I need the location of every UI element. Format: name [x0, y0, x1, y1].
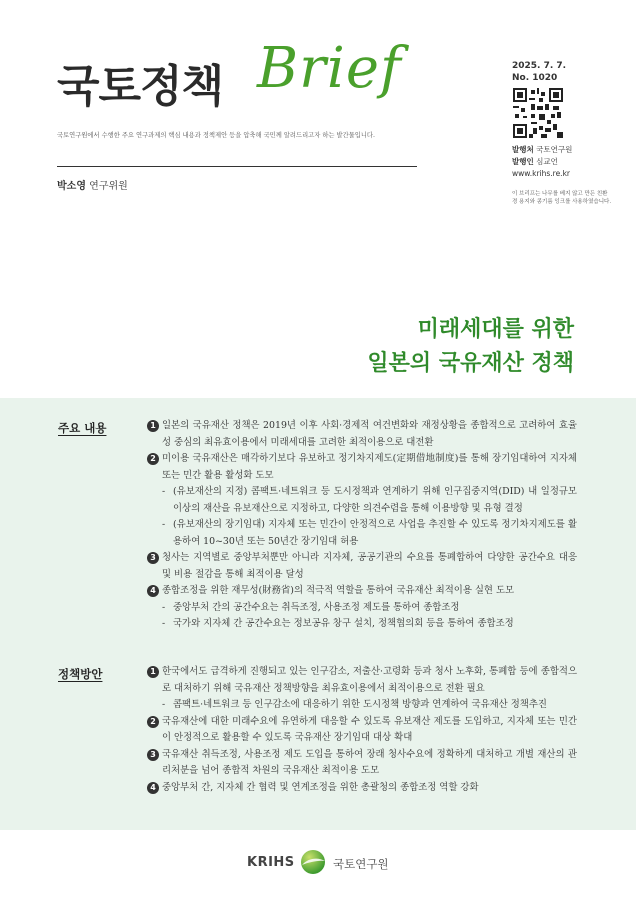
sub-item-text: (유보재산의 지정) 콤팩트·네트워크 등 도시정책과 연계하기 위해 인구집중지역(DID) 내 일정규모 이상의 재산을 유보재산으로 지정하고, 다양한 의견수렴을 통해 이용방향 및 유형 결정	[173, 486, 577, 514]
item-text: 중앙부처 간, 지자체 간 협력 및 연계조정을 위한 총괄청의 종합조정 역할 강화	[162, 781, 479, 793]
logo-wordmark-en: KRIHS	[247, 855, 295, 870]
summary-box	[0, 398, 636, 830]
issuer-label: 발행인	[512, 157, 534, 166]
dash-bullet: -	[162, 519, 166, 530]
dash-bullet: -	[162, 618, 166, 629]
publisher-name: 국토연구원	[536, 145, 573, 154]
qr-code-icon[interactable]	[513, 88, 563, 138]
author-role: 연구위원	[89, 181, 128, 192]
publisher-line	[512, 144, 630, 156]
list-item	[147, 451, 577, 484]
item-number-badge: 4	[147, 782, 159, 794]
dash-bullet: -	[162, 486, 166, 497]
sub-item-text: 콤팩트·네트워크 등 인구감소에 대응하기 위한 도시정책 방향과 연계하여 국유재산 정책추진	[173, 699, 547, 710]
issue-number: No. 1020	[512, 73, 558, 83]
item-number-badge: 3	[147, 749, 159, 761]
section-body-policy	[147, 664, 577, 796]
krihs-orb-icon	[299, 848, 327, 876]
brief-title	[367, 313, 574, 381]
krihs-logo	[247, 846, 407, 878]
list-item	[147, 550, 577, 583]
item-text: 청사는 지역별로 중앙부처뿐만 아니라 지자체, 공공기관의 수요를 통폐합하여 다양한 공간수요 대응 및 비용 절감을 통해 최적이용 달성	[162, 552, 577, 580]
item-number-badge: 3	[147, 552, 159, 564]
eco-paper-note: 이 브리프는 나무를 베지 않고 만든 친환경 용지와 콩기름 잉크를 사용하였습니다.	[512, 191, 612, 205]
author-divider	[57, 166, 417, 167]
brief-title-line2: 일본의 국유재산 정책	[367, 351, 574, 376]
list-item	[147, 418, 577, 451]
sub-item	[147, 697, 577, 714]
item-text: 일본의 국유재산 정책은 2019년 이후 사회·경제적 여건변화와 재정상황을 종합적으로 고려하여 효율성 중심의 최유효이용에서 미래세대를 고려한 최적이용으로 대전환	[162, 420, 577, 448]
item-number-badge: 1	[147, 666, 159, 678]
item-text: 국유재산에 대한 미래수요에 유연하게 대응할 수 있도록 유보재산 제도를 도입하고, 지자체 또는 민간이 안정적으로 활용할 수 있도록 국유재산 장기임대 대상 확대	[162, 715, 577, 743]
item-text: 한국에서도 급격하게 진행되고 있는 인구감소, 저출산·고령화 등과 청사 노후화, 통폐합 등에 종합적으로 대처하기 위해 국유재산 정책방향을 최유효이용에서 최적이용으로 전환 필요	[162, 666, 577, 694]
author	[57, 177, 128, 192]
issue-date: 2025. 7. 7.	[512, 61, 567, 71]
section-label-main: 주요 내용	[58, 421, 107, 435]
website-link[interactable]: www.krihs.re.kr	[512, 169, 570, 178]
item-text: 미이용 국유재산은 매각하기보다 유보하고 정기차지제도(定期借地制度)를 통해 장기임대하여 지자체 또는 민간 활용 활성화 도모	[162, 453, 577, 481]
sub-item	[147, 517, 577, 550]
section-label-policy: 정책방안	[58, 667, 103, 681]
masthead-title-en: Brief	[257, 36, 402, 101]
list-item	[147, 664, 577, 697]
publisher-info	[512, 144, 630, 180]
item-number-badge: 2	[147, 716, 159, 728]
list-item	[147, 583, 577, 600]
sub-item-text: (유보재산의 장기임대) 지자체 또는 민간이 안정적으로 사업을 추진할 수 있도록 정기차지제도를 활용하여 10~30년 또는 50년간 장기임대 허용	[173, 519, 577, 547]
dash-bullet: -	[162, 601, 166, 613]
item-number-badge: 4	[147, 585, 159, 597]
issue-meta	[512, 60, 622, 84]
sub-item-text: 중앙부처 간의 공간수요는 취득조정, 사용조정 제도를 통하여 종합조정	[173, 601, 460, 613]
publisher-label: 발행처	[512, 145, 534, 154]
item-text: 국유재산 취득조정, 사용조정 제도 도입을 통하여 장래 청사수요에 정확하게 대처하고 개별 재산의 관리처분을 넘어 종합적 차원의 국유재산 최적이용 도모	[162, 748, 577, 776]
item-number-badge: 2	[147, 453, 159, 465]
brief-title-line1: 미래세대를 위한	[417, 317, 574, 342]
item-text: 종합조정을 위한 재무성(財務省)의 적극적 역할을 통하여 국유재산 최적이용 실현 도모	[162, 585, 515, 596]
list-item	[147, 747, 577, 780]
masthead-tagline: 국토연구원에서 수행한 주요 연구과제의 핵심 내용과 정책제안 등을 압축해 국민께 알려드리고자 하는 발간물입니다.	[57, 132, 375, 139]
sub-item	[147, 616, 577, 633]
masthead-title-ko: 국토정책	[57, 61, 224, 112]
sub-item-text: 국가와 지자체 간 공간수요는 정보공유 창구 설치, 정책협의회 등을 통하여 종합조정	[173, 618, 514, 629]
masthead	[57, 36, 437, 122]
item-number-badge: 1	[147, 420, 159, 432]
list-item	[147, 714, 577, 747]
logo-wordmark-ko: 국토연구원	[333, 857, 389, 871]
author-name: 박소영	[57, 181, 86, 192]
dash-bullet: -	[162, 699, 166, 710]
section-body-main	[147, 418, 577, 633]
issuer-line	[512, 156, 630, 168]
sub-item	[147, 484, 577, 517]
sub-item	[147, 600, 577, 617]
issuer-name: 심교언	[536, 157, 558, 166]
list-item	[147, 780, 577, 797]
